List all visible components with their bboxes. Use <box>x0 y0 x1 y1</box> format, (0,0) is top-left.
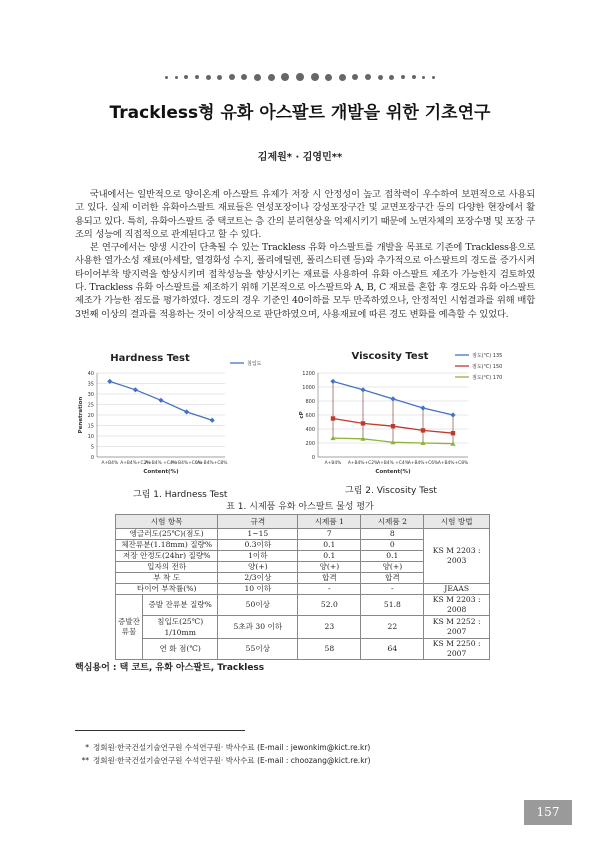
data-point <box>330 379 335 384</box>
data-point <box>184 409 189 414</box>
cell: 1이하 <box>218 551 298 562</box>
x-tick-label: A+B4% +C4% <box>145 461 177 466</box>
cell: 0.1 <box>361 551 424 562</box>
cell: 51.8 <box>361 595 424 616</box>
cell: 0 <box>361 540 424 551</box>
footnote-1 <box>75 742 370 753</box>
y-axis-label: Penetration <box>78 396 84 434</box>
x-tick-label: A+B4%+C8% <box>437 461 469 466</box>
cell: - <box>361 584 424 595</box>
table-row <box>116 639 490 660</box>
x-axis-label: Content(%) <box>375 469 411 475</box>
table-row <box>116 584 490 595</box>
legend-label: 침입도 <box>247 361 262 367</box>
data-point <box>421 428 425 432</box>
cell: 타이어 부착률(%) <box>116 584 218 595</box>
cell: 50이상 <box>218 595 298 616</box>
x-tick-label: A+B4% <box>324 461 342 466</box>
cell: 증발 잔류분 질량% <box>143 595 218 616</box>
y-tick-label: 1200 <box>302 371 315 377</box>
cell: 0.1 <box>298 540 361 551</box>
cell: 합격 <box>361 573 424 584</box>
y-tick-label: 800 <box>305 399 315 405</box>
y-tick-label: 1000 <box>302 385 315 391</box>
chart-title: Hardness Test <box>110 353 190 364</box>
abstract-body <box>75 188 535 321</box>
cell: 64 <box>361 639 424 660</box>
y-tick-label: 40 <box>87 371 94 377</box>
data-point <box>450 412 455 417</box>
cell: KS M 2203 : 2003 <box>424 529 490 584</box>
cell: 2/3이상 <box>218 573 298 584</box>
cell: 양(+) <box>361 562 424 573</box>
property-table <box>115 514 490 660</box>
data-point <box>133 387 138 392</box>
data-point <box>331 416 335 420</box>
table-header-row <box>116 515 490 529</box>
chart-title: Viscosity Test <box>351 351 429 362</box>
y-tick-label: 10 <box>87 434 94 440</box>
page-number: 157 <box>524 800 572 825</box>
paragraph-1: 국내에서는 일반적으로 양이온계 아스팔트 유제가 저장 시 안정성이 높고 접착력이 우수하여 보편적으로 사용되고 있다. 실제 이러한 유화아스팔트 재료들은 연성포장이나 강성포장구간 및 교면포장구간 등의 다양한 현장에서 활용되고 있다. 특히, 유화아스팔트 중 택코트는 층 간의 분리현상을 억제시키기 때문에 노면자체의 포장수명 및 포장 구조의 성능에 직접적으로 관계된다고 할 수 있다. <box>75 189 535 240</box>
cell: 10 이하 <box>218 584 298 595</box>
legend-label: 점도(℃) 150 <box>472 364 503 370</box>
legend-label: 점도(℃) 170 <box>472 375 503 381</box>
group-cell: 증발잔류물 <box>116 595 143 660</box>
x-tick-label: A+B4% <box>101 461 119 466</box>
cell: 23 <box>298 616 361 639</box>
data-point <box>158 398 163 403</box>
figure-2-caption: 그림 2. Viscosity Test <box>345 486 437 496</box>
table-row <box>116 529 490 540</box>
footnote-mark: * <box>85 743 89 752</box>
hardness-test-chart <box>75 345 300 483</box>
keywords: 핵심용어 : 택 코트, 유화 아스팔트, Trackless <box>75 663 265 673</box>
footnote-text: 정회원·한국건설기술연구원 수석연구원· 박사수료 (E-mail : choozang@kict.re.kr) <box>93 756 371 765</box>
x-tick-label: A+B4%+C2% <box>347 461 379 466</box>
footnote-text: 정회원·한국건설기술연구원 수석연구원· 박사수료 (E-mail : jewonkim@kict.re.kr) <box>93 743 371 752</box>
data-point <box>451 431 455 435</box>
table-row <box>116 595 490 616</box>
footnote-divider <box>75 730 245 731</box>
y-tick-label: 20 <box>87 413 94 419</box>
cell: KS M 2203 : 2008 <box>424 595 490 616</box>
cell: 55이상 <box>218 639 298 660</box>
data-point <box>420 405 425 410</box>
data-point <box>360 387 365 392</box>
cell: 0.1 <box>298 551 361 562</box>
cell: 양(+) <box>298 562 361 573</box>
cell: 엥글러도(25℃)(점도) <box>116 529 218 540</box>
y-tick-label: 600 <box>305 413 315 419</box>
x-tick-label: A+B4%+C8% <box>197 461 228 466</box>
cell: 1~15 <box>218 529 298 540</box>
cell: JEAAS <box>424 584 490 595</box>
y-tick-label: 5 <box>90 444 94 451</box>
paragraph-2: 본 연구에서는 양생 시간이 단축될 수 있는 Trackless 유화 아스팔트를 개발을 목표로 기존에 Trackless용으로 사용한 열가소성 재료(아세탈, 열경화성 수지, 폴리에틸렌, 폴리스티렌 등)와 추가적으로 아스팔트의 경도를 증가시켜 타이어부착 방지력을 향상시키며 접착성능을 향상시키는 재료를 사용하여 유화 아스팔트 제조가 가능한지 검토하였다. Trackless 유화 아스팔트를 제조하기 위해 기본적으로 아스팔트와 A, B, C 재료를 혼합 후 경도와 유화 아스팔트 제조가 가능한 점도를 평가하였다. 경도의 경우 기준인 40이하를 모두 만족하였으나, 안정적인 시험결과를 위해 배합 3번째 이상의 결과를 적용하는 것이 이상적으로 판단하였으며, 사용재료에 따른 경도 변화를 예측할 수 있었다. <box>75 242 535 320</box>
cell: 연 화 점(℃) <box>143 639 218 660</box>
y-tick-label: 200 <box>305 441 315 447</box>
y-tick-label: 0 <box>311 455 315 461</box>
cell: - <box>298 584 361 595</box>
table-caption: 표 1. 시제품 유화 아스팔트 물성 평가 <box>226 502 374 512</box>
cell: KS M 2252 : 2007 <box>424 616 490 639</box>
cell: 7 <box>298 529 361 540</box>
y-tick-label: 0 <box>90 455 94 461</box>
cell: 입자의 전하 <box>116 562 218 573</box>
column-header: 규격 <box>218 515 298 529</box>
cell: 8 <box>361 529 424 540</box>
footnote-2 <box>75 755 371 766</box>
x-tick-label: A+B4%+C2% <box>120 461 151 466</box>
footnote-mark: ** <box>81 756 89 765</box>
column-header: 시제품 1 <box>298 515 361 529</box>
y-tick-label: 35 <box>87 381 94 388</box>
cell: 합격 <box>298 573 361 584</box>
decorative-dot-row <box>165 72 435 82</box>
cell: 체잔류분(1.18mm) 질량% <box>116 540 218 551</box>
x-tick-label: A+B4%+C6% <box>407 461 439 466</box>
paper-title: Trackless형 유화 아스팔트 개발을 위한 기초연구 <box>109 103 491 123</box>
cell: 저장 안정도(24hr) 질량% <box>116 551 218 562</box>
cell: 52.0 <box>298 595 361 616</box>
data-point <box>210 418 215 423</box>
figure-1-caption: 그림 1. Hardness Test <box>133 490 228 500</box>
data-point <box>361 421 365 425</box>
table-row <box>116 616 490 639</box>
y-axis-label: cP <box>299 411 305 419</box>
column-header: 시험 항목 <box>116 515 218 529</box>
cell: 58 <box>298 639 361 660</box>
cell: 침입도(25℃) 1/10mm <box>143 616 218 639</box>
cell: 22 <box>361 616 424 639</box>
column-header: 시제품 2 <box>361 515 424 529</box>
y-tick-label: 25 <box>87 402 94 409</box>
viscosity-test-chart <box>290 345 530 483</box>
cell: 부 착 도 <box>116 573 218 584</box>
y-tick-label: 15 <box>87 423 94 430</box>
cell: 양(+) <box>218 562 298 573</box>
legend-label: 점도(℃) 135 <box>472 353 503 359</box>
x-tick-label: A+B4%+C6% <box>171 461 202 466</box>
x-tick-label: A+B4% +C4% <box>377 461 409 466</box>
y-tick-label: 30 <box>87 392 94 398</box>
column-header: 시험 방법 <box>424 515 490 529</box>
cell: 5초과 30 이하 <box>218 616 298 639</box>
cell: KS M 2250 : 2007 <box>424 639 490 660</box>
y-tick-label: 400 <box>305 427 315 433</box>
cell: 0.3이하 <box>218 540 298 551</box>
x-axis-label: Content(%) <box>143 469 179 475</box>
author-line: 김제원* · 김영민** <box>257 152 343 163</box>
data-point <box>391 424 395 428</box>
